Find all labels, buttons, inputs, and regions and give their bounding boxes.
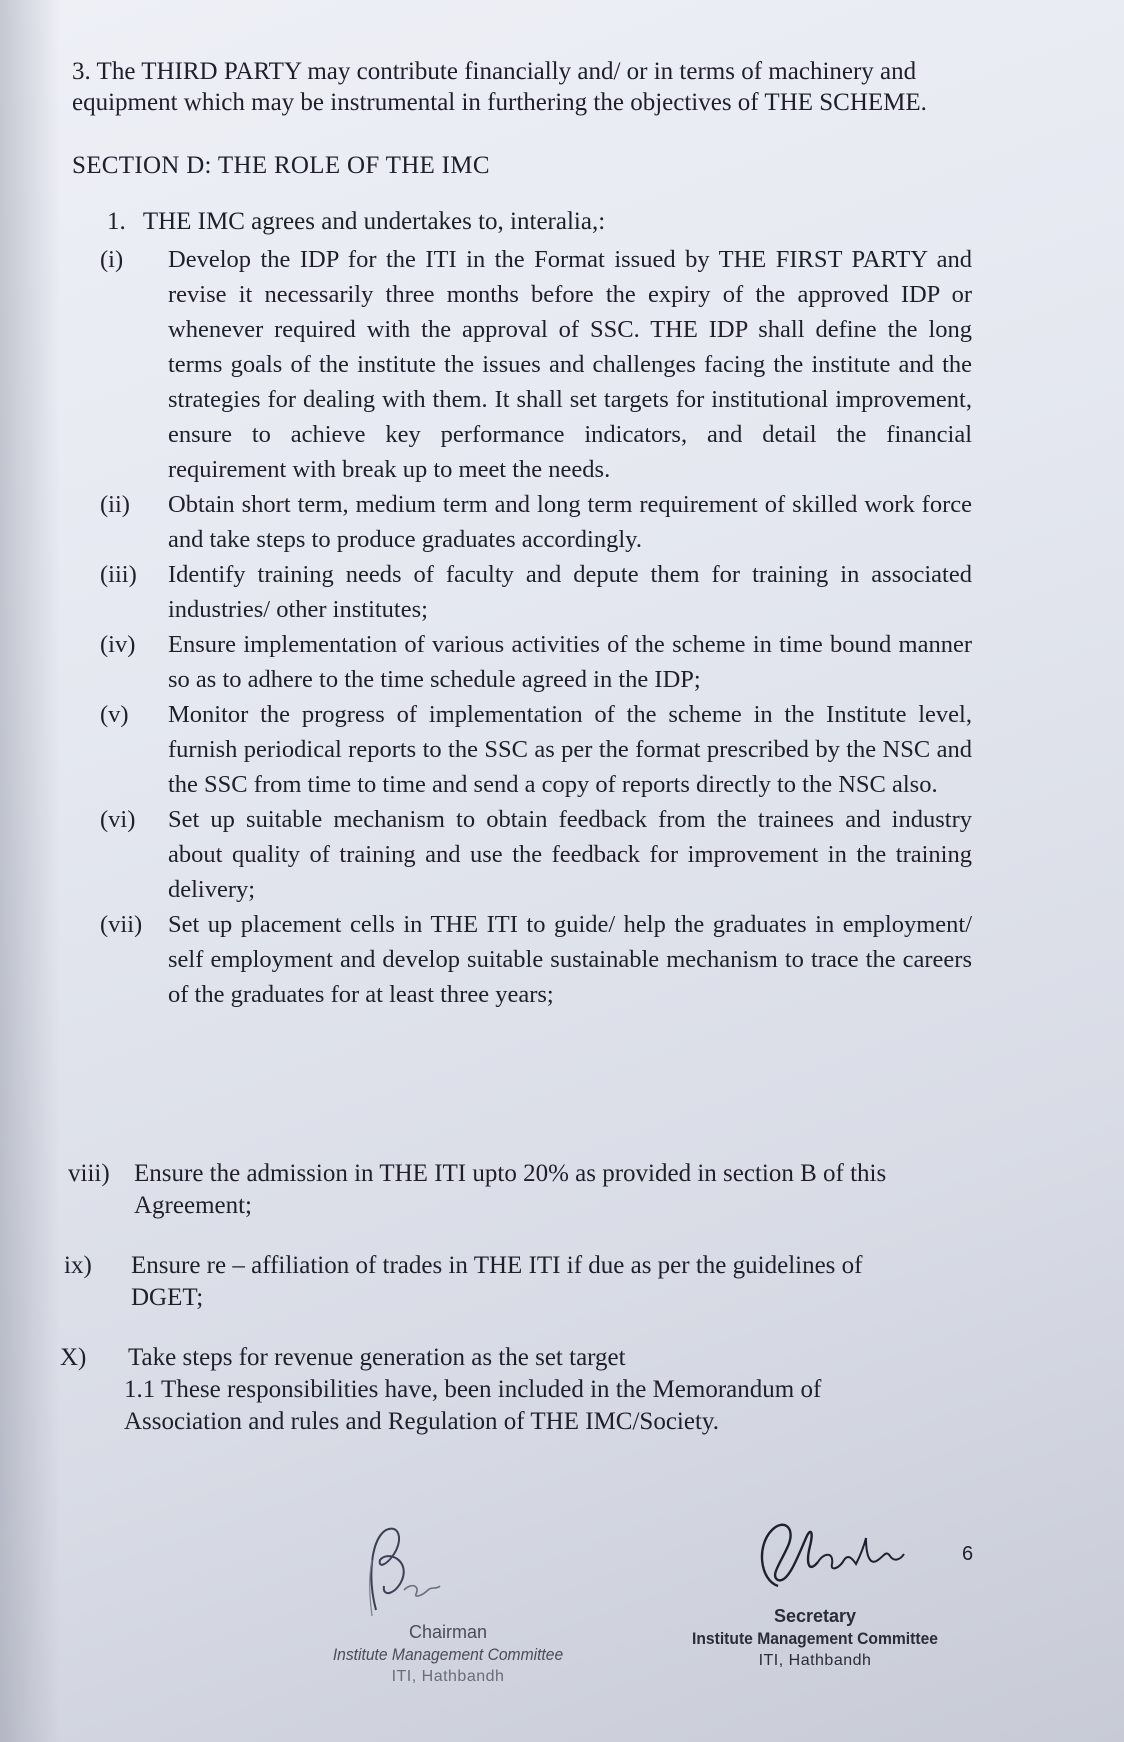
secretary-role: Secretary <box>773 1606 857 1626</box>
list-item-text: Develop the IDP for the ITI in the Format issued by THE FIRST PARTY and revise it necessarily three months before the expiry of the approved IDP or whenever required with the approval of SSC. THE IDP shall define the long terms goals of the institute the issues and challenges facing the institute and the strategies for dealing with them. It shall set targets for institutional improvement, ensure to achieve key performance indicators, and detail the financial requirement with break up to meet the needs. <box>168 246 972 483</box>
list-item <box>100 697 972 802</box>
list-item-number: (i) <box>100 246 124 273</box>
intro-paragraph: 3. The THIRD PARTY may contribute financially and/ or in terms of machinery and equipment which may be instrumental in furthering the objectives of THE SCHEME. <box>72 58 927 116</box>
list-item-ix <box>64 1250 964 1320</box>
list-item-number: (vi) <box>100 806 136 833</box>
section-heading: SECTION D: THE ROLE OF THE IMC <box>72 152 490 179</box>
lead-clause-text: THE IMC agrees and undertakes to, interalia,: <box>142 208 606 235</box>
chairman-location: ITI, Hathbandh <box>391 1668 505 1685</box>
list-item-text: Take steps for revenue generation as the set target <box>128 1344 626 1371</box>
list-item-text: Set up suitable mechanism to obtain feedback from the trainees and industry about quality of training and use the feedback for improvement in the training delivery; <box>168 806 972 903</box>
page-edge-shadow <box>0 0 60 1742</box>
list-item <box>100 242 972 487</box>
list-item-text: Ensure implementation of various activities of the scheme in time bound manner so as to adhere to the time schedule agreed in the IDP; <box>168 631 972 693</box>
responsibility-list <box>100 242 972 1012</box>
list-item <box>100 487 972 557</box>
note-paragraph: 1.1 These responsibilities have, been included in the Memorandum of Association and rules and Regulation of THE IMC/Society. <box>124 1376 822 1435</box>
chairman-committee: Institute Management Committee <box>332 1645 564 1664</box>
list-item-number: (iv) <box>100 631 136 658</box>
list-item <box>100 802 972 907</box>
list-item-text: Identify training needs of faculty and depute them for training in associated industries/ other institutes; <box>168 561 972 623</box>
chairman-role: Chairman <box>408 1622 488 1642</box>
list-item-viii <box>68 1158 968 1228</box>
lead-clause <box>107 208 605 236</box>
list-item-number: ix) <box>64 1252 92 1279</box>
secretary-signature-block <box>680 1604 950 1672</box>
list-item-text: Set up placement cells in THE ITI to guide/ help the graduates in employment/ self employment and develop suitable sustainable mechanism to trace the careers of the graduates for at least three years; <box>168 911 972 1008</box>
list-item-text: Monitor the progress of implementation of the scheme in the Institute level, furnish periodical reports to the SSC as per the format prescribed by the NSC and the SSC from time to time and send a copy of reports directly to the NSC also. <box>168 701 972 798</box>
list-item <box>100 627 972 697</box>
chairman-signature-block <box>318 1620 578 1688</box>
list-item-number: (iii) <box>100 561 137 588</box>
list-item-number: viii) <box>68 1160 110 1187</box>
list-item <box>100 907 972 1012</box>
page-number: 6 <box>962 1543 974 1565</box>
lead-clause-number: 1. <box>107 208 126 235</box>
list-item-number: (v) <box>100 701 129 728</box>
secretary-committee: Institute Management Committee <box>692 1629 938 1648</box>
list-item-number: (vii) <box>100 911 143 938</box>
chairman-signature <box>358 1520 488 1630</box>
list-item-text: Ensure re – affiliation of trades in THE ITI if due as per the guidelines of DGET; <box>131 1252 863 1311</box>
list-item-text: Obtain short term, medium term and long term requirement of skilled work force and take steps to produce graduates accordingly. <box>168 491 972 553</box>
secretary-location: ITI, Hathbandh <box>758 1652 872 1669</box>
list-item <box>100 557 972 627</box>
list-item-number: (ii) <box>100 491 130 518</box>
list-item-number: X) <box>60 1344 87 1371</box>
list-item-text: Ensure the admission in THE ITI upto 20% as provided in section B of this Agreement; <box>134 1160 887 1219</box>
secretary-signature <box>748 1516 918 1606</box>
